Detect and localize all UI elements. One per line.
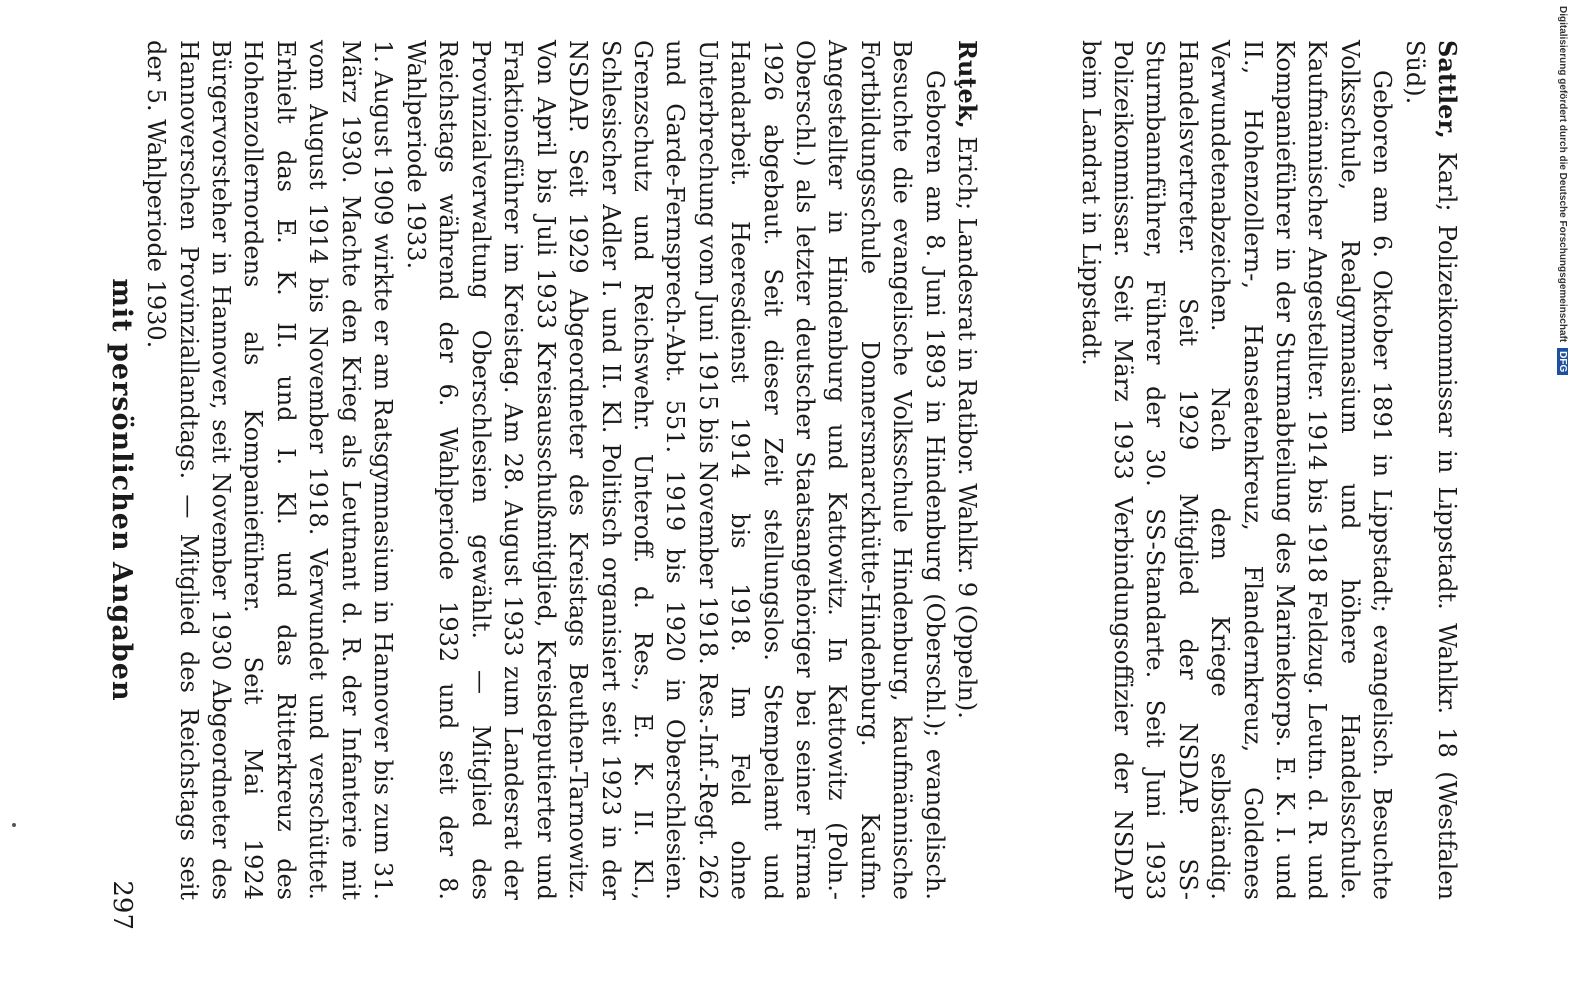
- entry-name: Sattler,: [1433, 40, 1462, 139]
- scan-speck: [12, 823, 16, 827]
- entry-heading-text: Karl; Polizeikommissar in Lippstadt. Wahlkr. 18 (Westfalen Süd).: [1400, 40, 1461, 900]
- page-number: 297: [107, 880, 137, 930]
- paragraph: 1. August 1909 wirkte er am Ratsgymnasium in Hannover bis zum 31. März 1930. Machte den Krieg als Leutnant d. R. der Infanterie mit vom August 1914 bis November 1918. Verwundet und verschüttet. Erhielt das E. K. II. und I. Kl. und das Ritterkreuz des Hohenzollernordens als Kompanieführer. Seit Mai 1924 Bürgervorsteher in Hannover, seit November 1930 Abgeordneter des Hannoverschen Provinziallandtags. — Mitglied des Reichstags seit der 5. Wahlperiode 1930.: [142, 40, 397, 900]
- running-title: mit persönlichen Angaben: [106, 278, 137, 702]
- entry-block-sattler: [1074, 40, 1463, 900]
- continuation-block: [140, 40, 399, 900]
- entry-block-rutzek: [400, 40, 983, 900]
- scan-credit: [1556, 6, 1570, 1006]
- scan-credit-label: Digitalisierung gefördert durch die Deutsche Forschungsgemeinschaft: [1557, 6, 1568, 343]
- entry-heading: [1398, 40, 1463, 900]
- paragraph: Geboren am 8. Juni 1893 in Hindenburg (Oberschl.); evangelisch. Besuchte die evangelische Volksschule Hindenburg, kaufmännische Fortbildungsschule Donnersmarckhütte-Hindenburg. Kaufm. Angestellter in Hindenburg und Kattowitz. In Kattowitz (Poln.-Oberschl.) als letzter deutscher Staatsangehöriger bei seiner Firma 1926 abgebaut. Seit dieser Zeit stellungslos. Stempelamt und Handarbeit. Heeresdienst 1914 bis 1918. Im Feld ohne Unterbrechung vom Juni 1915 bis November 1918. Res.-Inf.-Regt. 262 und Garde-Fernsprech-Abt. 551. 1919 bis 1920 in Oberschlesien. Grenzschutz und Reichswehr. Unteroff. d. Res., E. K. II. Kl., Schlesischer Adler I. und II. Kl. Politisch organisiert seit 1923 in der NSDAP. Seit 1929 Abgeordneter des Kreistags Beuthen-Tarnowitz. Von April bis Juli 1933 Kreisausschußmitglied, Kreisdeputierter und Fraktionsführer im Kreistag. Am 28. August 1933 zum Landesrat der Provinzialverwaltung Oberschlesien gewählt. — Mitglied des Reichstags während der 6. Wahlperiode 1932 und seit der 8. Wahlperiode 1933.: [402, 40, 949, 900]
- entry-heading-text: Erich; Landesrat in Ratibor. Wahlkr. 9 (Oppeln).: [953, 136, 981, 719]
- running-head: [97, 40, 137, 940]
- entry-heading: [951, 40, 983, 900]
- document-page: [106, 40, 1535, 940]
- dfg-logo: DFG: [1557, 348, 1568, 375]
- scan-credit-text: [1557, 6, 1568, 966]
- paragraph: Geboren am 6. Oktober 1891 in Lippstadt; evangelisch. Besuchte Volksschule, Realgymnasium und höhere Handelsschule. Kaufmännischer Angestellter. 1914 bis 1918 Feldzug. Leutn. d. R. und Kompanieführer in der Sturmabteilung des Marinekorps. E. K. I. und II., Hohenzollern-, Hanseatenkreuz, Flandernkreuz, Goldenes Verwundetenabzeichen. Nach dem Kriege selbständig. Handelsvertreter. Seit 1929 Mitglied der NSDAP. SS-Sturmbannführer, Führer der 30. SS-Standarte. Seit Juni 1933 Polizeikommissar. Seit März 1933 Verbindungsoffizier der NSDAP beim Landrat in Lippstadt.: [1076, 40, 1397, 900]
- entry-name: Ruţek,: [953, 40, 982, 129]
